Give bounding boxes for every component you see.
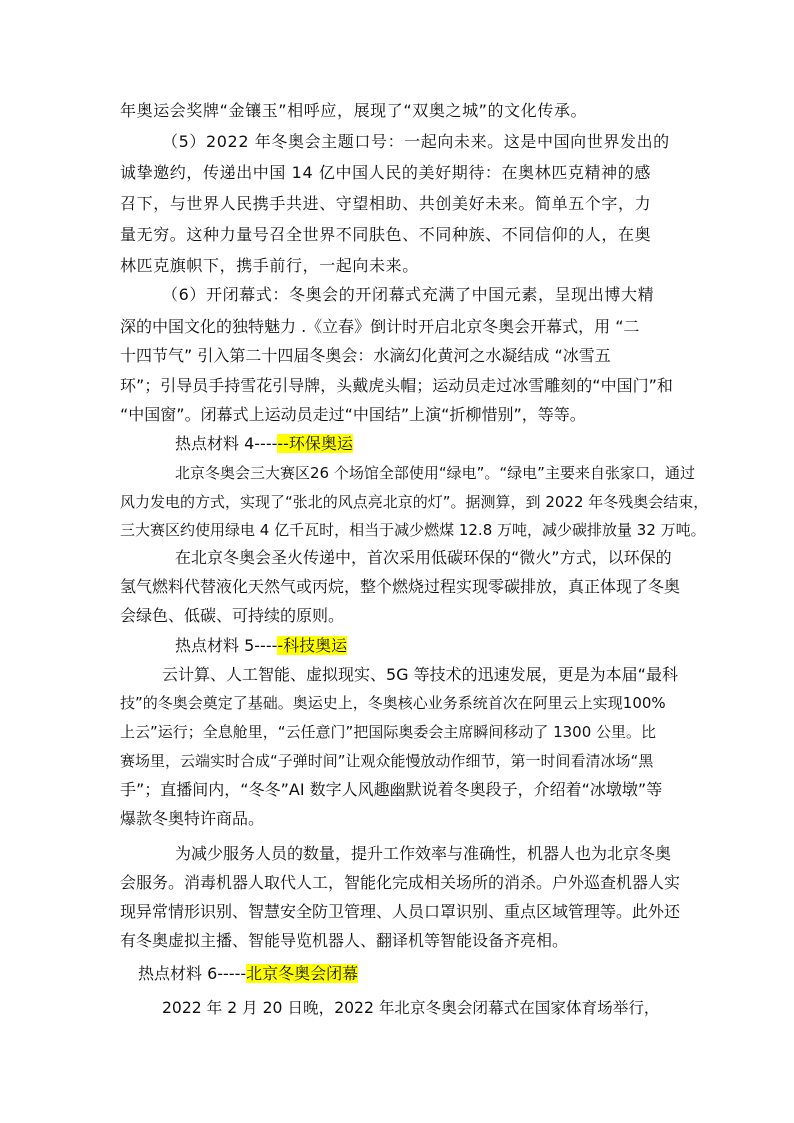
- heading-prefix: 热点材料 4----: [175, 434, 278, 453]
- paragraph-line: 北京冬奥会三大赛区26 个场馆全部使用“绿电”。“绿电”主要来自张家口，通过: [175, 464, 695, 482]
- paragraph-line: 召下，与世界人民携手共进、守望相助、共创美好未来。简单五个字，力: [120, 194, 652, 213]
- paragraph-line: 上云”运行；全息舱里，“云任意门”把国际奥委会主席瞬间移动了 1300 公里。比: [120, 723, 657, 741]
- paragraph-line: 林匹克旗帜下，携手前行，一起向未来。: [120, 256, 419, 275]
- paragraph-line: 环”；引导员手持雪花引导牌，头戴虎头帽；运动员走过冰雪雕刻的“中国门”和: [120, 376, 673, 395]
- paragraph-line: 有冬奥虚拟主播、智能导览机器人、翻译机等智能设备齐亮相。: [120, 931, 569, 950]
- paragraph-line: 氢气燃料代替液化天然气或丙烷，整个燃烧过程实现零碳排放，真正体现了冬奥: [120, 577, 681, 596]
- heading-highlight: 北京冬奥会闭幕: [246, 964, 359, 983]
- paragraph-line: 风力发电的方式，实现了“张北的风点亮北京的灯”。据测算，到 2022 年冬残奥会结束，: [120, 493, 709, 511]
- heading-highlight: -科技奥运: [277, 636, 348, 655]
- heading-highlight: --环保奥运: [277, 434, 353, 453]
- paragraph-line: （5）2022 年冬奥会主题口号：一起向未来。这是中国向世界发出的: [162, 132, 670, 151]
- paragraph-line: 在北京冬奥会圣火传递中，首次采用低碳环保的“微火”方式，以环保的: [175, 548, 672, 567]
- paragraph-line: 诚挚邀约，传递出中国 14 亿中国人民的美好期待：在奥林匹克精神的感: [120, 163, 651, 182]
- paragraph-line: 技”的冬奥会奠定了基础。奥运史上，冬奥核心业务系统首次在阿里云上实现100%: [120, 694, 666, 712]
- paragraph-line: 深的中国文化的独特魅力 .《立春》倒计时开启北京冬奥会开幕式，用 “二: [120, 317, 640, 336]
- hotspot-heading-5: [175, 636, 347, 656]
- paragraph-line: 手”；直播间内，“冬冬”AI 数字人风趣幽默说着冬奥段子，介绍着“冰墩墩”等: [120, 780, 663, 799]
- paragraph-line: 年奥运会奖牌“金镶玉”相呼应，展现了“双奥之城”的文化传承。: [120, 101, 588, 120]
- paragraph-line: 三大赛区约使用绿电 4 亿千瓦时，相当于减少燃煤 12.8 万吨，减少碳排放量 32 万吨。: [120, 521, 706, 539]
- paragraph-line: 爆款冬奥特许商品。: [120, 809, 265, 828]
- hotspot-heading-4: [175, 434, 353, 454]
- paragraph-line: 会绿色、低碳、可持续的原则。: [120, 606, 345, 625]
- paragraph-line: “中国窗”。闭幕式上运动员走过“中国结”上演“折柳惜别”，等等。: [120, 405, 586, 424]
- paragraph-line: 量无穷。这种力量号召全世界不同肤色、不同种族、不同信仰的人，在奥: [120, 225, 652, 244]
- paragraph-line: 云计算、人工智能、虚拟现实、5G 等技术的迅速发展，更是为本届“最科: [162, 665, 678, 684]
- hotspot-heading-6: [138, 964, 358, 984]
- heading-prefix: 热点材料 5----: [175, 636, 278, 655]
- paragraph-line: （6）开闭幕式：冬奥会的开闭幕式充满了中国元素，呈现出博大精: [162, 285, 655, 304]
- paragraph-line: 赛场里，云端实时合成“子弹时间”让观众能慢放动作细节，第一时间看清冰场“黑: [120, 752, 654, 770]
- paragraph-line: 会服务。消毒机器人取代人工，智能化完成相关场所的消杀。户外巡查机器人实: [120, 873, 681, 892]
- heading-prefix: 热点材料 6-----: [138, 964, 247, 983]
- paragraph-line: 十四节气” 引入第二十四届冬奥会：水滴幻化黄河之水凝结成 “冰雪五: [120, 346, 611, 365]
- paragraph-line: 现异常情形识别、智慧安全防卫管理、人员口罩识别、重点区域管理等。此外还: [120, 902, 681, 921]
- paragraph-line: 为减少服务人员的数量，提升工作效率与准确性，机器人也为北京冬奥: [175, 844, 672, 863]
- paragraph-line: 2022 年 2 月 20 日晚，2022 年北京冬奥会闭幕式在国家体育场举行，: [162, 999, 660, 1017]
